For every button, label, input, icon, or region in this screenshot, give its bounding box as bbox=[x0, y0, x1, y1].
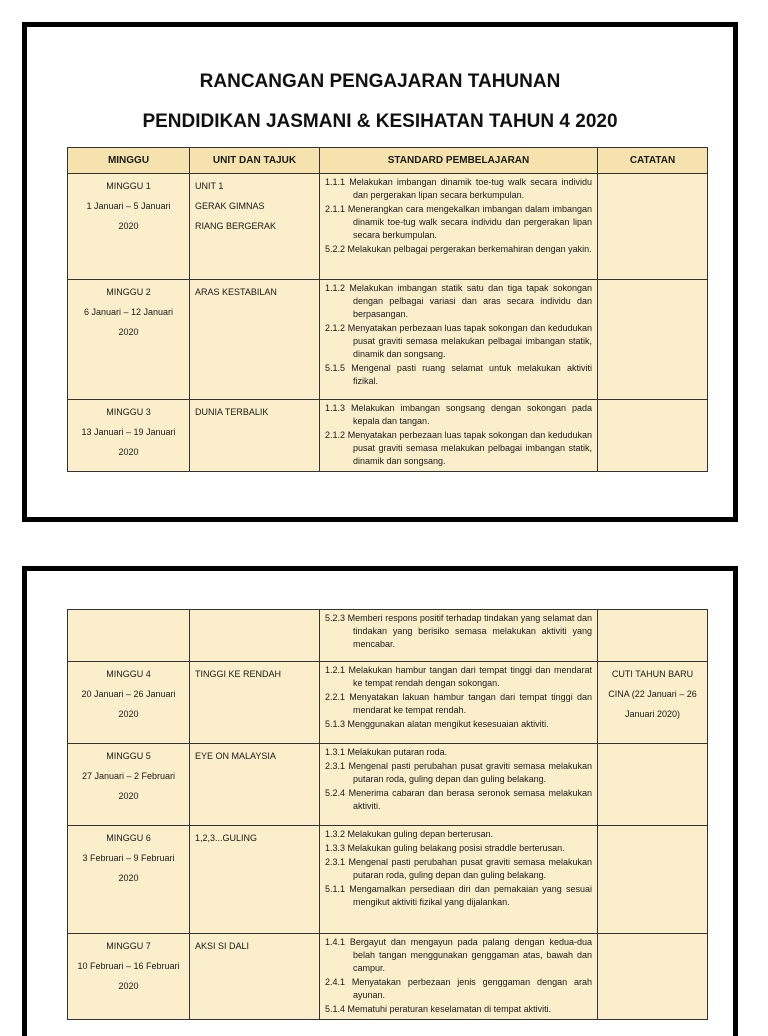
standard-item: 5.2.3 Memberi respons positif terhadap tindakan yang selamat dan tindakan yang berisiko semasa melakukan aktiviti yang mencabar. bbox=[325, 613, 592, 649]
standard-item: 1.1.2 Melakukan imbangan statik satu dan tiga tapak sokongan dengan pelbagai variasi dan aras secara individu dan berpasangan. bbox=[325, 283, 592, 319]
standard-cell bbox=[320, 610, 598, 662]
standard-item: 2.3.1 Mengenal pasti perubahan pusat graviti semasa melakukan putaran roda, guling depan dan guling belakang. bbox=[325, 857, 592, 880]
standard-item: 2.1.1 Menerangkan cara mengekalkan imbangan dalam imbangan dinamik toe-tug walk secara individu dan pergerakan lipan secara berkumpulan. bbox=[325, 204, 592, 240]
week-label: MINGGU 6 bbox=[106, 833, 151, 843]
standard-cell bbox=[320, 174, 598, 280]
table-row bbox=[68, 826, 708, 934]
table-row bbox=[68, 610, 708, 662]
standard-item: 5.1.5 Mengenal pasti ruang selamat untuk melakukan aktiviti fizikal. bbox=[325, 363, 592, 386]
week-cell bbox=[68, 662, 190, 744]
notes-cell bbox=[598, 400, 708, 472]
standard-item: 2.3.1 Mengenal pasti perubahan pusat graviti semasa melakukan putaran roda, guling depan dan guling belakang. bbox=[325, 761, 592, 784]
table-row bbox=[68, 280, 708, 400]
week-dates: 1 Januari – 5 Januari bbox=[86, 201, 171, 211]
standard-cell bbox=[320, 934, 598, 1020]
week-year: 2020 bbox=[118, 709, 139, 719]
standard-item: 2.1.2 Menyatakan perbezaan luas tapak sokongan dan kedudukan pusat graviti semasa melakukan pelbagai imbangan statik, dinamik dan songsang. bbox=[325, 430, 592, 466]
week-dates: 27 Januari – 2 Februari bbox=[81, 771, 176, 781]
standard-item: 2.4.1 Menyatakan perbezaan jenis genggaman dengan arah ayunan. bbox=[325, 977, 592, 1000]
standard-item: 1.3.2 Melakukan guling depan berterusan. bbox=[325, 829, 494, 839]
table-row bbox=[68, 174, 708, 280]
table-body bbox=[68, 174, 708, 472]
plan-table-page-2 bbox=[67, 609, 708, 1020]
standard-cell bbox=[320, 280, 598, 400]
document-page-2 bbox=[22, 566, 738, 1036]
table-row bbox=[68, 662, 708, 744]
document-page-1 bbox=[22, 22, 738, 522]
week-dates: 13 Januari – 19 Januari bbox=[81, 427, 176, 437]
unit-line: ARAS KESTABILAN bbox=[195, 287, 277, 297]
week-year: 2020 bbox=[118, 981, 139, 991]
week-year: 2020 bbox=[118, 873, 139, 883]
standard-item: 1.1.3 Melakukan imbangan songsang dengan sokongan pada kepala dan tangan. bbox=[325, 403, 592, 426]
standard-item: 1.3.1 Melakukan putaran roda. bbox=[325, 747, 448, 757]
notes-cell bbox=[598, 744, 708, 826]
week-year: 2020 bbox=[118, 327, 139, 337]
unit-line: EYE ON MALAYSIA bbox=[195, 751, 276, 761]
standard-item: 5.1.1 Mengamalkan persediaan diri dan pemakaian yang sesuai mengikut aktiviti fizikal yang dijalankan. bbox=[325, 884, 592, 907]
standard-item: 5.1.4 Mematuhi peraturan keselamatan di tempat aktiviti. bbox=[325, 1004, 552, 1014]
week-dates: 3 Februari – 9 Februari bbox=[82, 853, 175, 863]
standard-item: 2.2.1 Menyatakan lakuan hambur tangan dari tempat tinggi dan mendarat ke tempat rendah. bbox=[325, 692, 592, 715]
week-year: 2020 bbox=[118, 221, 139, 231]
standard-item: 2.1.2 Menyatakan perbezaan luas tapak sokongan dan kedudukan pusat graviti semasa melakukan pelbagai imbangan statik, dinamik dan songsang. bbox=[325, 323, 592, 359]
week-cell bbox=[68, 934, 190, 1020]
notes-cell bbox=[598, 280, 708, 400]
standard-item: 5.1.3 Menggunakan alatan mengikut kesesuaian aktiviti. bbox=[325, 719, 549, 729]
week-dates: 6 Januari – 12 Januari bbox=[83, 307, 174, 317]
unit-line: RIANG BERGERAK bbox=[195, 221, 277, 231]
unit-cell bbox=[190, 934, 320, 1020]
standard-cell bbox=[320, 826, 598, 934]
table-row bbox=[68, 744, 708, 826]
notes-cell: CUTI TAHUN BARU CINA (22 Januari – 26 Januari 2020) bbox=[598, 662, 708, 744]
table-row bbox=[68, 934, 708, 1020]
week-label: MINGGU 7 bbox=[106, 941, 151, 951]
week-dates: 20 Januari – 26 Januari bbox=[81, 689, 176, 699]
unit-line: DUNIA TERBALIK bbox=[195, 407, 269, 417]
week-dates: 10 Februari – 16 Februari bbox=[77, 961, 180, 971]
notes-cell bbox=[598, 934, 708, 1020]
unit-cell bbox=[190, 662, 320, 744]
unit-line: UNIT 1 bbox=[195, 181, 224, 191]
header-standard: STANDARD PEMBELAJARAN bbox=[320, 148, 598, 174]
unit-line: GERAK GIMNAS bbox=[195, 201, 265, 211]
week-label: MINGGU 2 bbox=[106, 287, 151, 297]
unit-cell bbox=[190, 610, 320, 662]
plan-table-page-1 bbox=[67, 147, 708, 472]
week-cell bbox=[68, 744, 190, 826]
unit-line: TINGGI KE RENDAH bbox=[195, 669, 282, 679]
week-label: MINGGU 4 bbox=[106, 669, 151, 679]
week-label: MINGGU 3 bbox=[106, 407, 151, 417]
header-notes: CATATAN bbox=[598, 148, 708, 174]
unit-cell bbox=[190, 826, 320, 934]
table-header-row bbox=[68, 148, 708, 174]
unit-line: 1,2,3...GULING bbox=[195, 833, 258, 843]
standard-cell bbox=[320, 662, 598, 744]
notes-cell bbox=[598, 826, 708, 934]
document-subtitle: PENDIDIKAN JASMANI & KESIHATAN TAHUN 4 2020 bbox=[142, 111, 618, 132]
standard-item: 5.2.4 Menerima cabaran dan berasa seronok semasa melakukan aktiviti. bbox=[325, 788, 592, 811]
standard-item: 1.2.1 Melakukan hambur tangan dari tempat tinggi dan mendarat ke tempat rendah dengan sokongan. bbox=[325, 665, 592, 688]
week-year: 2020 bbox=[118, 447, 139, 457]
unit-cell bbox=[190, 744, 320, 826]
header-unit: UNIT DAN TAJUK bbox=[190, 148, 320, 174]
week-label: MINGGU 1 bbox=[106, 181, 151, 191]
week-cell bbox=[68, 610, 190, 662]
table-row bbox=[68, 400, 708, 472]
unit-cell bbox=[190, 280, 320, 400]
table-body bbox=[68, 610, 708, 1020]
unit-cell bbox=[190, 174, 320, 280]
week-cell bbox=[68, 174, 190, 280]
standard-cell bbox=[320, 744, 598, 826]
week-label: MINGGU 5 bbox=[106, 751, 151, 761]
unit-cell bbox=[190, 400, 320, 472]
standard-item: 1.4.1 Bergayut dan mengayun pada palang dengan kedua-dua belah tangan menggunakan genggaman atas, bawah dan campur. bbox=[325, 937, 592, 973]
unit-line: AKSI SI DALI bbox=[195, 941, 250, 951]
standard-cell bbox=[320, 400, 598, 472]
week-cell bbox=[68, 400, 190, 472]
notes-cell bbox=[598, 174, 708, 280]
week-cell bbox=[68, 826, 190, 934]
header-week: MINGGU bbox=[68, 148, 190, 174]
notes-cell bbox=[598, 610, 708, 662]
week-year: 2020 bbox=[118, 791, 139, 801]
standard-item: 1.3.3 Melakukan guling belakang posisi straddle berterusan. bbox=[325, 843, 565, 853]
standard-item: 5.2.2 Melakukan pelbagai pergerakan berkemahiran dengan yakin. bbox=[325, 244, 592, 254]
week-cell bbox=[68, 280, 190, 400]
document-title: RANCANGAN PENGAJARAN TAHUNAN bbox=[199, 71, 561, 92]
standard-item: 1.1.1 Melakukan imbangan dinamik toe-tug walk secara individu dan pergerakan lipan secara berkumpulan. bbox=[325, 177, 592, 200]
